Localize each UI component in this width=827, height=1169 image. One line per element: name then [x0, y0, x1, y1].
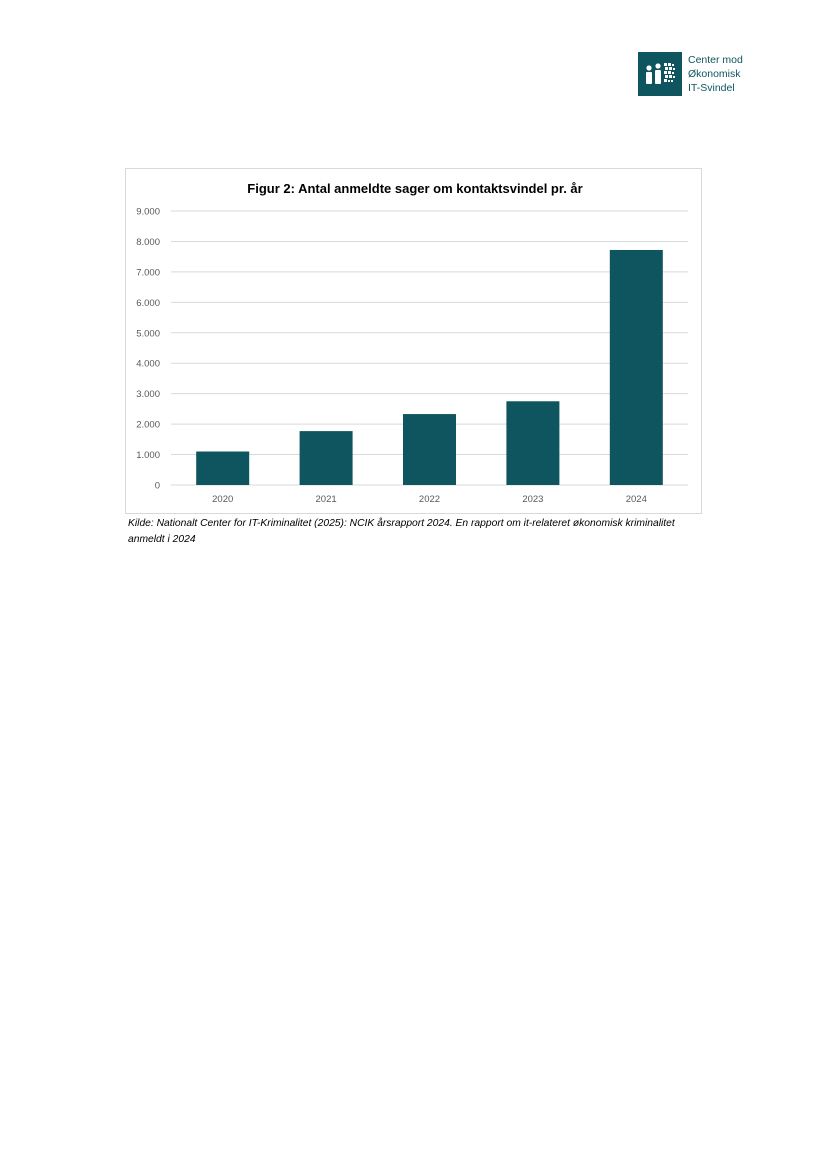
bar-2020 — [196, 452, 249, 485]
x-tick-label: 2021 — [315, 494, 337, 505]
chart-frame — [125, 168, 702, 514]
x-tick-label: 2020 — [212, 494, 234, 505]
bars — [196, 250, 663, 485]
source-caption: Kilde: Nationalt Center for IT-Kriminalitet (2025): NCIK årsrapport 2024. En rapport om it-relateret økonomisk kriminalitet anmeldt i 2024 — [128, 518, 675, 545]
y-tick-label: 6.000 — [136, 297, 160, 309]
y-tick-label: 3.000 — [136, 389, 160, 401]
y-tick-label: 1.000 — [136, 450, 160, 462]
bar-2024 — [610, 250, 663, 485]
bar-2022 — [403, 414, 456, 485]
y-tick-label: 2.000 — [136, 419, 160, 431]
y-tick-label: 9.000 — [136, 206, 160, 218]
y-tick-label: 4.000 — [136, 358, 160, 370]
logo-line-3: IT-Svindel — [688, 82, 735, 94]
bar-2021 — [300, 431, 353, 485]
y-tick-label: 5.000 — [136, 328, 160, 340]
logo-text — [688, 53, 743, 95]
y-tick-label: 0 — [154, 480, 160, 492]
logo-line-1: Center mod — [688, 54, 743, 66]
x-tick-label: 2024 — [625, 494, 647, 505]
y-axis-labels — [136, 207, 160, 492]
x-axis-labels — [212, 494, 647, 505]
bar-2023 — [506, 401, 559, 485]
x-tick-label: 2023 — [522, 494, 544, 505]
chart-title: Figur 2: Antal anmeldte sager om kontaktsvindel pr. år — [247, 181, 583, 196]
y-tick-label: 8.000 — [136, 236, 160, 248]
logo — [638, 52, 743, 96]
x-tick-label: 2022 — [418, 494, 441, 505]
ncik-logo-icon — [638, 52, 682, 96]
y-tick-label: 7.000 — [136, 267, 160, 279]
bar-chart — [126, 169, 703, 515]
logo-line-2: Økonomisk — [688, 68, 741, 80]
